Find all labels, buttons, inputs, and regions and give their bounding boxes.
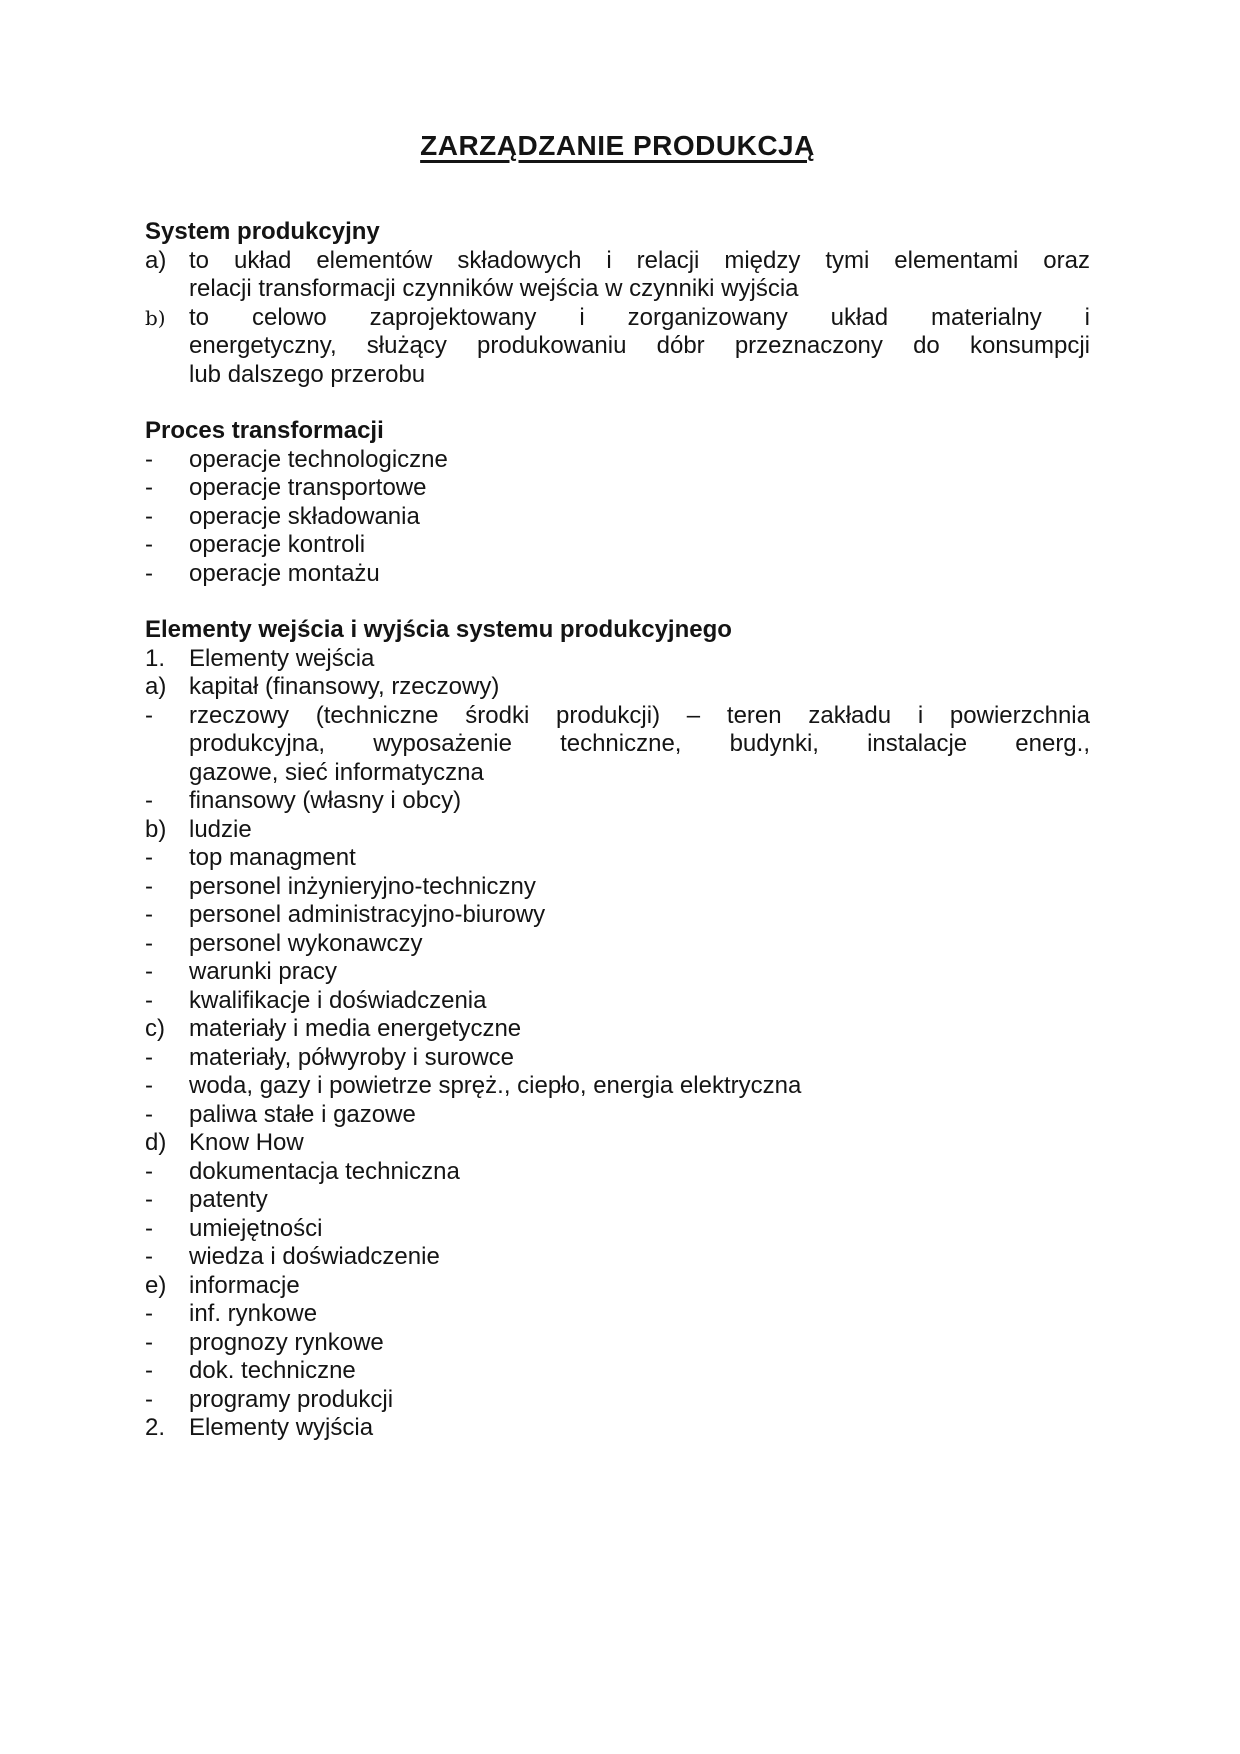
list-item bbox=[145, 987, 1090, 1016]
list-item-text: materiały, półwyroby i surowce bbox=[189, 1043, 514, 1071]
list-item bbox=[145, 1101, 1090, 1130]
list-item bbox=[145, 1186, 1090, 1215]
list-item bbox=[145, 304, 1090, 390]
list-marker: d) bbox=[145, 1129, 167, 1156]
list-item bbox=[145, 1129, 1090, 1158]
list-item-text: dokumentacja techniczna bbox=[189, 1157, 460, 1185]
list-marker: c) bbox=[145, 1015, 165, 1042]
list-marker: - bbox=[145, 958, 153, 985]
list-item bbox=[145, 930, 1090, 959]
section-heading: Elementy wejścia i wyjścia systemu produkcyjnego bbox=[145, 616, 732, 643]
text-line: to celowo zaprojektowany i zorganizowany układ materialny i bbox=[189, 303, 1090, 331]
list-marker: - bbox=[145, 1214, 153, 1242]
list-item-text: patenty bbox=[189, 1186, 268, 1213]
list-item bbox=[145, 1414, 1090, 1443]
text-line: lub dalszego przerobu bbox=[189, 360, 426, 388]
list-marker: e) bbox=[145, 1271, 167, 1299]
list-marker: - bbox=[145, 474, 153, 501]
list-marker: - bbox=[145, 929, 153, 957]
list-item bbox=[145, 645, 1090, 674]
list-marker: - bbox=[145, 1157, 153, 1185]
list-marker: - bbox=[145, 901, 153, 928]
list-marker: - bbox=[145, 787, 153, 814]
list-marker: - bbox=[145, 445, 153, 473]
list-marker: - bbox=[145, 1100, 153, 1128]
section-elementy-wejscia-wyjscia bbox=[145, 616, 1090, 1443]
list-item-text: operacje kontroli bbox=[189, 531, 366, 558]
list-item-text bbox=[189, 702, 1090, 788]
list-item-text: finansowy (własny i obcy) bbox=[189, 787, 462, 814]
list-item-text: dok. techniczne bbox=[189, 1357, 356, 1384]
list-marker: - bbox=[145, 872, 153, 900]
text-line: energetyczny, służący produkowaniu dóbr przeznaczony do konsumpcji bbox=[189, 332, 1090, 359]
list-item-text: programy produkcji bbox=[189, 1385, 394, 1413]
list-item-text: Elementy wyjścia bbox=[189, 1414, 374, 1441]
list-item-text: prognozy rynkowe bbox=[189, 1328, 384, 1356]
list-marker: a) bbox=[145, 246, 167, 274]
page-title: ZARZĄDZANIE PRODUKCJĄ bbox=[420, 130, 815, 161]
list-item bbox=[145, 1015, 1090, 1044]
list-item bbox=[145, 1357, 1090, 1386]
list-item-text: woda, gazy i powietrze spręż., ciepło, energia elektryczna bbox=[189, 1072, 802, 1099]
section-heading: Proces transformacji bbox=[145, 417, 384, 444]
list-item-text: personel wykonawczy bbox=[189, 929, 423, 957]
list-item-text: personel administracyjno-biurowy bbox=[189, 901, 546, 928]
list-item bbox=[145, 247, 1090, 304]
list-item-text: Elementy wejścia bbox=[189, 644, 375, 672]
list-item-text bbox=[189, 247, 1090, 304]
title-block bbox=[145, 0, 1090, 166]
list-item bbox=[145, 503, 1090, 532]
list-item bbox=[145, 673, 1090, 702]
list-item bbox=[145, 958, 1090, 987]
section-system-produkcyjny bbox=[145, 218, 1090, 389]
list-marker: b) bbox=[145, 305, 166, 330]
list-item bbox=[145, 901, 1090, 930]
list-item bbox=[145, 702, 1090, 788]
text-line: relacji transformacji czynników wejścia w czynniki wyjścia bbox=[189, 275, 799, 302]
section-heading: System produkcyjny bbox=[145, 218, 380, 245]
list-marker: - bbox=[145, 1186, 153, 1213]
list-item bbox=[145, 873, 1090, 902]
list-item bbox=[145, 446, 1090, 475]
list-marker: - bbox=[145, 1043, 153, 1071]
list-item bbox=[145, 1044, 1090, 1073]
list-item-text: operacje transportowe bbox=[189, 474, 427, 501]
list-item bbox=[145, 1386, 1090, 1415]
text-line: rzeczowy (techniczne środki produkcji) – teren zakładu i powierzchnia bbox=[189, 701, 1090, 729]
list-item-text bbox=[189, 304, 1090, 390]
list-marker: 2. bbox=[145, 1414, 166, 1441]
list-marker: 1. bbox=[145, 644, 166, 672]
list-item bbox=[145, 1300, 1090, 1329]
list-item-text: inf. rynkowe bbox=[189, 1300, 318, 1327]
list-item-text: personel inżynieryjno-techniczny bbox=[189, 872, 536, 900]
list-item-text: operacje montażu bbox=[189, 559, 380, 587]
list-item-text: Know How bbox=[189, 1129, 304, 1156]
list-item-text: informacje bbox=[189, 1271, 300, 1299]
list-marker: b) bbox=[145, 815, 167, 843]
list-item bbox=[145, 787, 1090, 816]
list-item-text: operacje technologiczne bbox=[189, 445, 448, 473]
list-marker: - bbox=[145, 1357, 153, 1384]
list-marker: - bbox=[145, 1300, 153, 1327]
list-item-text: kwalifikacje i doświadczenia bbox=[189, 986, 487, 1014]
list-item bbox=[145, 531, 1090, 560]
list-item-text: operacje składowania bbox=[189, 502, 420, 530]
list-marker: - bbox=[145, 1072, 153, 1099]
list-marker: - bbox=[145, 1243, 153, 1270]
text-line: gazowe, sieć informatyczna bbox=[189, 758, 484, 786]
list-item-text: materiały i media energetyczne bbox=[189, 1015, 522, 1042]
list-marker: - bbox=[145, 701, 153, 729]
list-marker: - bbox=[145, 559, 153, 587]
text-line: produkcyjna, wyposażenie techniczne, budynki, instalacje energ., bbox=[189, 730, 1090, 757]
list-item bbox=[145, 474, 1090, 503]
list-marker: - bbox=[145, 531, 153, 558]
list-item bbox=[145, 560, 1090, 589]
list-item bbox=[145, 1329, 1090, 1358]
list-marker: - bbox=[145, 502, 153, 530]
list-marker: - bbox=[145, 1385, 153, 1413]
list-item-text: top managment bbox=[189, 844, 356, 871]
list-item-text: umiejętności bbox=[189, 1214, 323, 1242]
text-line: to układ elementów składowych i relacji między tymi elementami oraz bbox=[189, 246, 1090, 274]
list-marker: a) bbox=[145, 673, 167, 700]
list-marker: - bbox=[145, 1328, 153, 1356]
list-marker: - bbox=[145, 986, 153, 1014]
list-item-text: warunki pracy bbox=[189, 958, 338, 985]
list-item bbox=[145, 1158, 1090, 1187]
list-item bbox=[145, 1072, 1090, 1101]
list-item-text: wiedza i doświadczenie bbox=[189, 1243, 440, 1270]
list-item bbox=[145, 1215, 1090, 1244]
list-marker: - bbox=[145, 844, 153, 871]
list-item-text: ludzie bbox=[189, 815, 252, 843]
list-item bbox=[145, 844, 1090, 873]
list-item-text: kapitał (finansowy, rzeczowy) bbox=[189, 673, 500, 700]
section-proces-transformacji bbox=[145, 417, 1090, 588]
list-item bbox=[145, 1272, 1090, 1301]
list-item bbox=[145, 816, 1090, 845]
list-item bbox=[145, 1243, 1090, 1272]
list-item-text: paliwa stałe i gazowe bbox=[189, 1100, 416, 1128]
